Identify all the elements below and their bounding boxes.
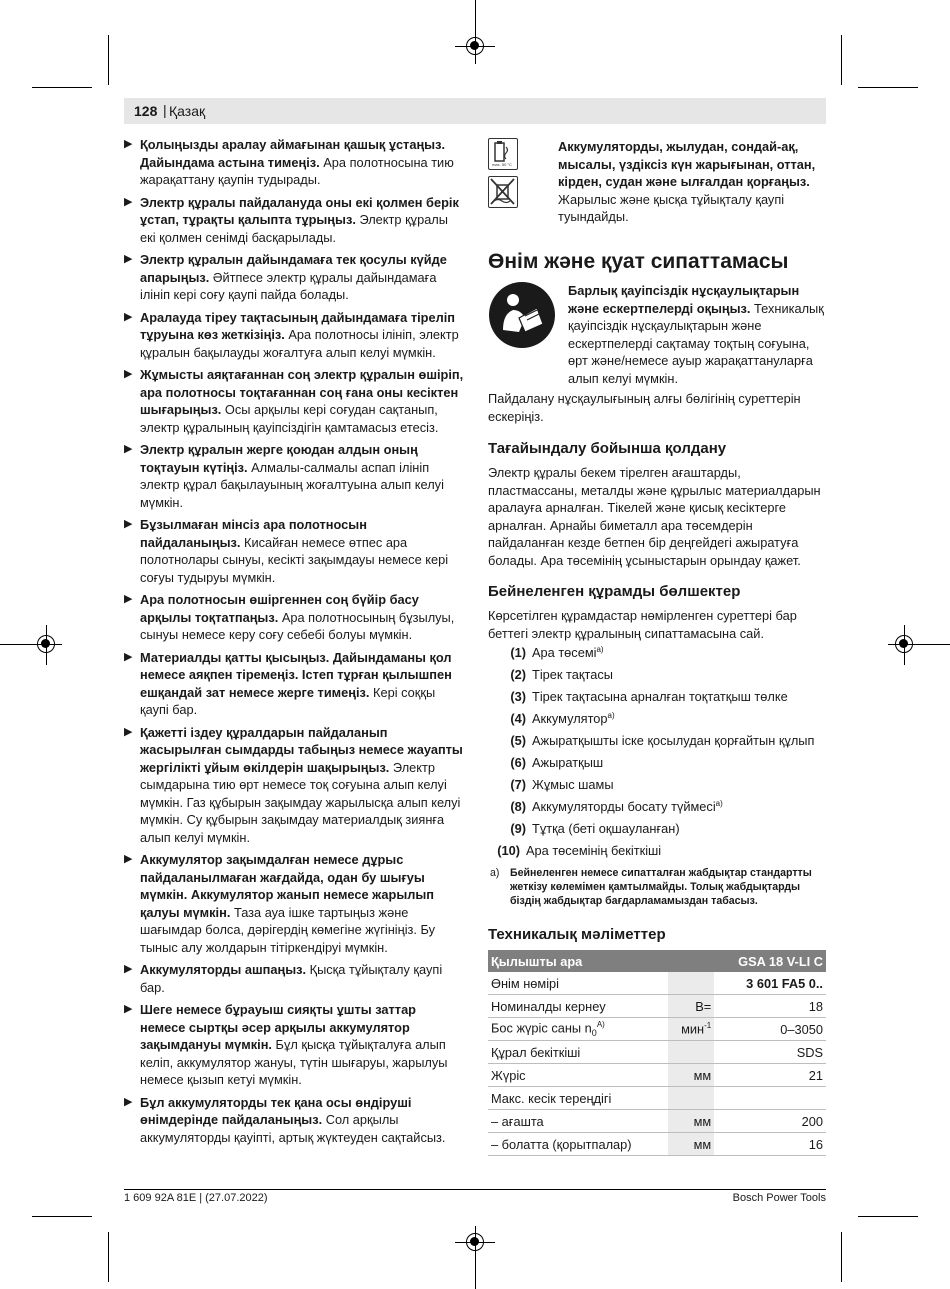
crop-mark [108, 1232, 109, 1282]
bullet-bold-text: Аккумуляторды ашпаңыз. [140, 962, 307, 977]
component-number: (4) [510, 711, 526, 727]
component-label: Тірек тақтасы [532, 667, 613, 682]
table-row [488, 972, 826, 995]
bullet-arrow-icon: ▶ [124, 518, 133, 530]
spec-unit: мм [668, 1133, 714, 1156]
bullet-arrow-icon: ▶ [124, 963, 133, 975]
table-row [488, 1041, 826, 1064]
component-item [498, 667, 613, 682]
bullet-text: Ара полотносы ілініп, электр құралын бақылауды жоғалтуға алып келуі мүмкін. [140, 327, 459, 360]
crop-mark [32, 87, 92, 88]
bullet-arrow-icon: ▶ [124, 650, 133, 663]
bullet-bold-text: Шеге немесе бұрауыш сияқты ұшты заттар немесе сыртқы әсер арқылы аккумулятор зақымдануы мүмкін. [140, 1002, 417, 1052]
bullet-text: Кері соққы қаупі бар. [140, 684, 436, 717]
read-manual-icon [489, 282, 555, 348]
table-row [488, 1133, 826, 1156]
spec-label: Бос жүріс саны $n_0^{A)}$ [488, 1018, 668, 1041]
bullet-bold-text: Материалды қатты қысыңыз. Дайындаманы қол немесе аяқпен тіремеңіз. Істеп тұрған қылышпен ешқандай зат немесе жерге тимеңіз. [140, 649, 452, 700]
bullet-text: Таза ауа ішке тартыңыз және шағымдар болса, дәрігердің көмегіне жүгініңіз. Бу тыныс алу жолдарын тітіркендіруі мүмкін. [140, 904, 436, 955]
list-item [124, 961, 464, 996]
footer-brand: Bosch Power Tools [732, 1192, 826, 1204]
component-footnote-ref: a) [607, 711, 615, 720]
spec-value: SDS [714, 1041, 826, 1064]
list-item [124, 309, 464, 362]
component-number: (5) [510, 733, 526, 748]
list-item [124, 851, 464, 956]
component-label: Ажыратқыш [532, 755, 604, 770]
component-number: (10) [497, 843, 520, 858]
bullet-arrow-icon: ▶ [124, 1003, 133, 1015]
list-item [124, 591, 464, 644]
component-label: Ажыратқышты іске қосылудан қорғайтын құлып [532, 733, 815, 748]
list-item [124, 136, 464, 189]
component-number: (9) [510, 821, 526, 836]
safety-instructions-list [124, 136, 464, 1151]
bullet-text: Кисайған немесе өтпес ара полотнолары сынуы, кесікті зақымдауы немесе кері соғуы тудыруы мүмкін. [140, 534, 449, 585]
list-item [124, 251, 464, 304]
svg-text:max. 50 °C: max. 50 °C [492, 162, 512, 167]
spec-value: 200 [714, 1110, 826, 1133]
list-item [124, 441, 464, 511]
bullet-bold-text: Аккумулятор зақымдалған немесе дұрыс пайдаланылмаған жағдайда, одан бу шығуы мүмкін. Аккумулятор жанып немесе жарылып қалуы мүмкін. [140, 852, 435, 920]
read-instructions-bold: Барлық қауіпсіздік нұсқаулықтарын және ескертпелерді оқыңыз. [568, 283, 800, 316]
bullet-text: Электр сымдарына тию өрт немесе тоқ соғуына алып келуі мүмкін. Газ құбырын зақымдау жарылысқа алып келуі мүмкін. Су құбырын зақымдау материалдық зиянға алып келуі мүмкін. [140, 759, 461, 845]
spec-value [714, 1087, 826, 1110]
footer-document-id: 1 609 92A 81E | (27.07.2022) [124, 1192, 268, 1204]
component-label: Жұмыс шамы [532, 777, 614, 792]
spec-unit [668, 1041, 714, 1064]
bullet-arrow-icon: ▶ [124, 253, 133, 265]
list-item [124, 724, 464, 847]
bullet-arrow-icon: ▶ [124, 138, 133, 150]
bullet-text: Электр құралы екі қолмен сенімді басқарылады. [140, 212, 448, 245]
crop-mark [455, 46, 495, 47]
bullet-bold-text: Аралауда тіреу тақтасының дайындамаға тіреліп тұруына көз жеткізіңіз. [140, 309, 456, 342]
list-item [124, 1001, 464, 1089]
bullet-bold-text: Ара полотносын өшіргеннен соң бүйір басу арқылы тоқтатпаңыз. [140, 592, 419, 625]
crop-mark [46, 625, 47, 665]
spec-unit: мин$^{-1}$ [668, 1018, 714, 1041]
crop-mark [841, 35, 842, 85]
components-title: Бейнеленген құрамды бөлшектер [488, 583, 741, 600]
read-instructions-text [568, 282, 826, 387]
table-row [488, 1018, 826, 1041]
table-row [488, 1064, 826, 1087]
component-item [498, 711, 615, 726]
bullet-text: Әйтпесе электр құралы дайындамаға ілініп кері соғу қаупі пайда болады. [140, 269, 437, 302]
table-header-row [488, 950, 826, 972]
bullet-arrow-icon: ▶ [124, 310, 133, 323]
component-item [498, 755, 603, 770]
crop-mark [841, 1232, 842, 1282]
spec-label: – болатта (қорытпалар) [488, 1133, 668, 1156]
bullet-bold-text: Бұзылмаған мінсіз ара полотносын пайдаланыңыз. [140, 517, 367, 550]
bullet-arrow-icon: ▶ [124, 593, 133, 605]
spec-unit: B= [668, 995, 714, 1018]
spec-value: 16 [714, 1133, 826, 1156]
section-title: Өнім және қуат сипаттамасы [488, 250, 789, 273]
component-footnote-ref: a) [715, 799, 723, 808]
crop-mark [455, 1242, 495, 1243]
spec-label: Құрал бекіткіші [488, 1041, 668, 1064]
component-item [498, 777, 614, 792]
bullet-text: Алмалы-салмалы аспап ілініп электр құрал бақылауының жоғалтуына алып келуі мүмкін. [140, 459, 444, 510]
bullet-text: Осы арқылы кері соғудан сақтанып, электр құралының қауіпсіздігін қамтамасыз етесіз. [140, 402, 439, 435]
spec-value: 21 [714, 1064, 826, 1087]
list-item [124, 1094, 464, 1147]
table-row [488, 1087, 826, 1110]
crop-mark [858, 87, 918, 88]
component-label: Ара төсемінің бекіткіші [526, 843, 662, 858]
component-label: Аккумулятор [532, 711, 608, 727]
component-label: Ара төсемі [532, 645, 597, 661]
component-item [492, 843, 661, 858]
spec-unit [668, 1087, 714, 1110]
bullet-bold-text: Бұл аккумуляторды тек қана осы өндіруші өнімдерінде пайдаланыңыз. [140, 1094, 412, 1127]
component-label: Тірек тақтасына арналған тоқтатқыш төлке [532, 689, 788, 704]
bullet-text: Ара полотносына тию жарақаттану қаупін тудырады. [140, 154, 454, 187]
footnote-text: Бейнеленген немесе сипатталған жабдықтар стандартты жеткізу көлемімен қамтылмайды. Толық жабдықтарды біздің жабдықтар бағдарламамыздан табасыз. [510, 867, 812, 907]
battery-warning-text [558, 138, 826, 226]
battery-warning-detail: Жарылыс және қысқа тұйықталу қаупі туындайды. [558, 191, 785, 224]
component-item [498, 689, 788, 704]
component-number: (3) [510, 689, 526, 704]
tech-data-table [488, 950, 826, 1156]
table-header-cell [668, 950, 714, 972]
battery-warning-bold: Аккумуляторды, жылудан, сондай-ақ, мысалы, үздіксіз күн жарығынан, оттан, кірден, судан және ылғалдан қорғаңыз. [558, 139, 816, 189]
table-header-cell: Қылышты ара [488, 950, 668, 972]
crop-mark [858, 1216, 918, 1217]
bullet-arrow-icon: ▶ [124, 853, 133, 865]
bullet-arrow-icon: ▶ [124, 1095, 133, 1108]
bullet-bold-text: Жұмысты аяқтағаннан соң электр құралын өшіріп, ара полотносы тоқтағаннан соң ғана оны кесіктен шығарыңыз. [140, 367, 464, 417]
bullet-text: Сол арқылы аккумуляторды қауіпті, артық жүктеуден сақтайсыз. [140, 1112, 446, 1145]
bullet-bold-text: Қажетті іздеу құралдарын пайдаланып жасырылған сымдарды табыңыз немесе жауапты жергілікті ұйым өкілдерін шақырыңыз. [140, 724, 463, 775]
list-item [124, 366, 464, 436]
spec-value: 18 [714, 995, 826, 1018]
spec-label: Жүріс [488, 1064, 668, 1087]
tech-data-title: Техникалық мәліметтер [488, 926, 666, 943]
model-name: GSA 18 V-LI C [714, 950, 826, 972]
spec-unit [668, 972, 714, 995]
bullet-arrow-icon: ▶ [124, 195, 133, 208]
bullet-bold-text: Электр құралы пайдалануда оны екі қолмен берік ұстап, тұрақты қалыпта тұрыңыз. [140, 194, 459, 227]
list-item [124, 649, 464, 719]
spec-label: Өнім нөмірі [488, 972, 668, 995]
no-water-icon [488, 176, 518, 208]
component-item [498, 733, 814, 748]
component-number: (7) [510, 777, 526, 792]
component-number: (6) [510, 755, 526, 770]
intended-use-title: Тағайындалу бойынша қолдану [488, 440, 727, 457]
bullet-bold-text: Электр құралын дайындамаға тек қосулы күйде апарыңыз. [140, 252, 447, 285]
page-header [124, 98, 826, 124]
bullet-bold-text: Қолыңызды аралау аймағынан қашық ұстаңыз. Дайындама астына тимеңіз. [140, 137, 446, 170]
component-number: (8) [510, 799, 526, 815]
spec-value: 0–3050 [714, 1018, 826, 1041]
heat-warning-icon [488, 138, 518, 170]
list-item [124, 194, 464, 247]
bullet-text: Ара полотносының бұзылуы, сынуы немесе керу соғу себебі болуы мүмкін. [140, 609, 455, 642]
spec-label: – ағашта [488, 1110, 668, 1133]
read-instructions-detail: Техникалық қауіпсіздік нұсқаулықтарын және ескертпелерді сақтамау тоқтың соғуына, өрт және/немесе ауыр жарақаттануларға алып келуі мүмкін. [568, 300, 824, 386]
spec-unit: мм [668, 1064, 714, 1087]
list-item [124, 516, 464, 586]
bullet-text: Бұл қысқа тұйықталуға алып келіп, аккумулятор жануы, түтін шығаруы, жарылуы немесе қызып кетуі мүмкін. [140, 1037, 448, 1087]
component-footnote-ref: a) [596, 645, 604, 654]
component-item [498, 821, 680, 836]
spec-label: Макс. кесік тереңдігі [488, 1087, 668, 1110]
crop-mark [108, 35, 109, 85]
component-item [498, 645, 604, 660]
header-separator: | [163, 102, 167, 118]
components-footnote [488, 866, 826, 908]
illustrations-note: Пайдалану нұсқаулығының алғы бөлігінің суреттерін ескеріңіз. [488, 391, 801, 424]
components-intro: Көрсетілген құрамдастар нөмірленген суреттері бар беттегі электр құралының сипаттамасына сай. [488, 608, 797, 641]
footnote-mark: a) [490, 867, 500, 879]
crop-mark [32, 1216, 92, 1217]
bullet-text: Қысқа тұйықталу қаупі бар. [140, 962, 443, 995]
component-label: Тұтқа (беті оқшауланған) [532, 821, 680, 836]
intended-use-text: Электр құралы бекем тірелген ағаштарды, пластмассаны, металды және құрылыс материалдарын аралауға арналған. Тікелей және қисық кесіктерге арналған. Арнайы биметалл ара төсемдерін пайдаланған кезде бетпен бір деңгейдегі ажыратуға болады. Ара төсемінің ұсыныстарын орындау қажет. [488, 465, 821, 568]
component-label: Аккумуляторды босату түймесі [532, 799, 716, 815]
table-row [488, 995, 826, 1018]
bullet-arrow-icon: ▶ [124, 443, 133, 455]
spec-label: Номиналды кернеу [488, 995, 668, 1018]
language-label: Қазақ [169, 103, 206, 119]
component-number: (1) [510, 645, 526, 661]
component-item [498, 799, 723, 814]
bullet-arrow-icon: ▶ [124, 368, 133, 380]
bullet-arrow-icon: ▶ [124, 725, 133, 738]
bullet-bold-text: Электр құралын жерге қоюдан алдын оның тоқтауын күтіңіз. [140, 442, 418, 475]
crop-mark [904, 625, 905, 665]
page-number: 128 [134, 103, 158, 119]
footer-divider [124, 1189, 826, 1190]
spec-value: 3 601 FA5 0.. [714, 972, 826, 995]
table-row [488, 1110, 826, 1133]
component-number: (2) [510, 667, 526, 682]
spec-unit: мм [668, 1110, 714, 1133]
